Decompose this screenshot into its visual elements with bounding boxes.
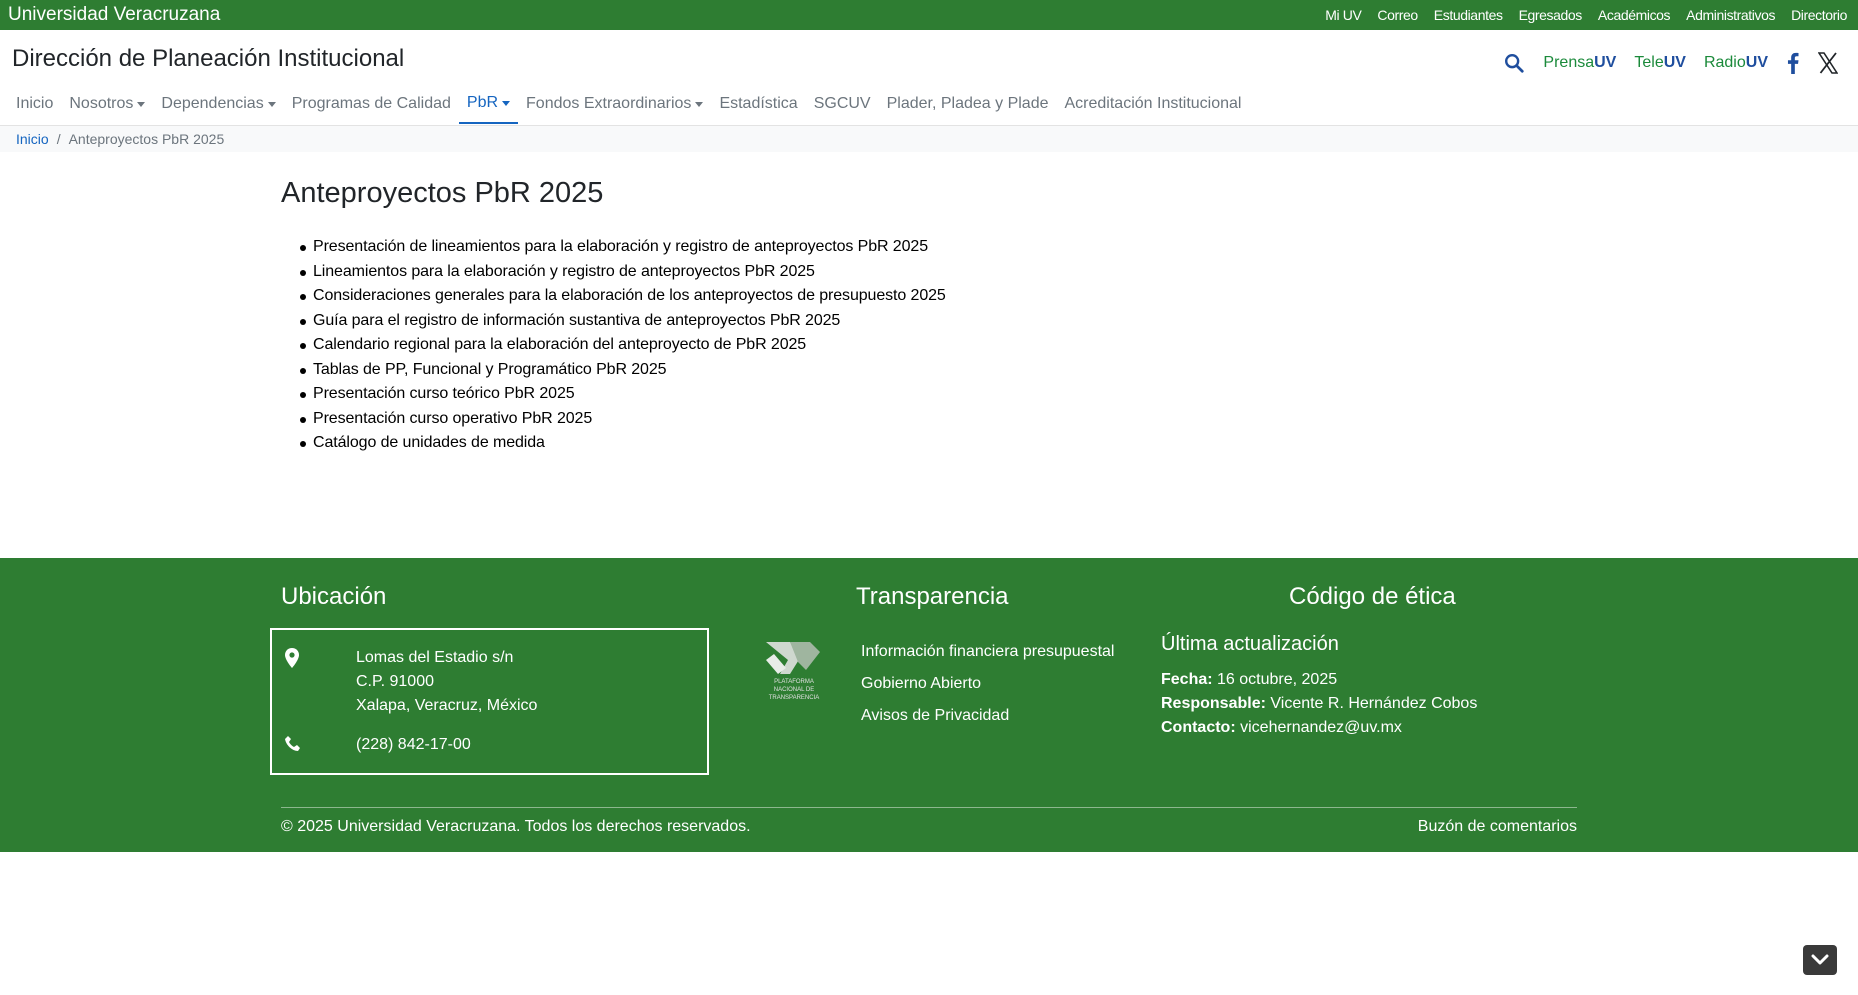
nav-label: Plader, Pladea y Plade: [886, 95, 1049, 112]
pnt-logo-text-line: NACIONAL DE: [773, 687, 815, 693]
footer-divider: [281, 807, 1577, 808]
location-box: [270, 628, 709, 775]
top-bar: [0, 0, 1858, 30]
nav-item-programas-de-calidad[interactable]: [284, 90, 459, 124]
document-link[interactable]: Consideraciones generales para la elaboración de los anteproyectos de presupuesto 2025: [281, 284, 946, 309]
footer-ubicacion-title: Ubicación: [281, 583, 387, 610]
prensa-uv-text: Prensa: [1543, 54, 1595, 71]
responsable-value: Vicente R. Hernández Cobos: [1270, 695, 1478, 712]
nav-label: Nosotros: [69, 95, 134, 112]
responsable-label: Responsable:: [1161, 695, 1266, 712]
top-link-academicos[interactable]: Académicos: [1597, 7, 1671, 23]
document-link[interactable]: Presentación curso teórico PbR 2025: [281, 382, 946, 407]
breadcrumb: [0, 126, 1858, 152]
document-list: [281, 235, 946, 456]
top-link-egresados[interactable]: Egresados: [1518, 7, 1582, 23]
fecha-value: 16 octubre, 2025: [1217, 671, 1338, 688]
breadcrumb-home-link[interactable]: Inicio: [16, 131, 49, 147]
x-icon[interactable]: [1818, 52, 1838, 74]
ultima-actualizacion-info: [1161, 668, 1477, 740]
nav-item-pbr[interactable]: [459, 90, 518, 124]
caret-down-icon: [137, 102, 145, 107]
link-informacion-financiera[interactable]: Información financiera presupuestal: [861, 643, 1115, 660]
caret-down-icon: [695, 102, 703, 107]
phone-icon: [284, 735, 302, 753]
caret-down-icon: [268, 102, 276, 107]
radio-uv-text: Radio: [1703, 54, 1746, 71]
top-link-correo[interactable]: Correo: [1377, 7, 1418, 23]
tele-uv-text: Tele: [1634, 54, 1664, 71]
main-nav: [8, 90, 1249, 124]
address-line: Lomas del Estadio s/n: [356, 649, 514, 666]
phone-number[interactable]: (228) 842-17-00: [356, 736, 471, 753]
pnt-logo-icon: [760, 640, 828, 676]
nav-item-dependencias[interactable]: [153, 90, 283, 124]
address: [356, 646, 537, 718]
top-links: [1325, 7, 1847, 23]
buzon-comentarios-link[interactable]: Buzón de comentarios: [1417, 818, 1577, 835]
facebook-icon[interactable]: [1786, 52, 1800, 74]
nav-item-inicio[interactable]: [8, 90, 61, 124]
scroll-down-button[interactable]: [1803, 945, 1837, 975]
document-link[interactable]: Guía para el registro de información sustantiva de anteproyectos PbR 2025: [281, 309, 946, 334]
top-link-mi-uv[interactable]: Mi UV: [1325, 7, 1362, 23]
ultima-actualizacion-title: Última actualización: [1161, 633, 1339, 655]
pnt-logo-text-line: TRANSPARENCIA: [768, 695, 820, 701]
nav-label: Dependencias: [161, 95, 264, 112]
nav-item-sgcuv[interactable]: [806, 90, 879, 124]
top-link-administrativos[interactable]: Administrativos: [1686, 7, 1776, 23]
nav-item-plader[interactable]: [879, 90, 1057, 124]
plataforma-nacional-transparencia-logo[interactable]: [760, 640, 828, 710]
footer-transparencia-title: Transparencia: [856, 583, 1009, 610]
prensa-uv-suffix: UV: [1594, 54, 1617, 71]
nav-label: Programas de Calidad: [291, 95, 451, 112]
map-pin-icon: [284, 648, 300, 668]
tele-uv-suffix: UV: [1663, 54, 1686, 71]
header-icons: [1503, 52, 1838, 74]
footer: [0, 558, 1858, 852]
radio-uv-suffix: UV: [1745, 54, 1768, 71]
document-link[interactable]: Tablas de PP, Funcional y Programático PbR 2025: [281, 358, 946, 383]
footer-codigo-etica-link[interactable]: Código de ética: [1289, 583, 1456, 610]
chevron-down-icon: [1811, 954, 1829, 966]
breadcrumb-current: Anteproyectos PbR 2025: [68, 131, 225, 147]
document-link[interactable]: Calendario regional para la elaboración del anteproyecto de PbR 2025: [281, 333, 946, 358]
top-link-estudiantes[interactable]: Estudiantes: [1433, 7, 1503, 23]
address-line: Xalapa, Veracruz, México: [356, 697, 538, 714]
breadcrumb-separator: /: [56, 131, 61, 147]
nav-label: SGCUV: [813, 95, 871, 112]
pnt-logo-text-line: PLATAFORMA: [774, 679, 814, 685]
page-title: Anteproyectos PbR 2025: [281, 177, 604, 209]
document-link[interactable]: Presentación curso operativo PbR 2025: [281, 407, 946, 432]
document-link[interactable]: Catálogo de unidades de medida: [281, 431, 946, 456]
caret-down-icon: [502, 101, 510, 106]
nav-item-nosotros[interactable]: [61, 90, 153, 124]
transparencia-links: [861, 636, 1114, 732]
nav-item-estadistica[interactable]: [711, 90, 805, 124]
document-link[interactable]: Lineamientos para la elaboración y registro de anteproyectos PbR 2025: [281, 260, 946, 285]
address-line: C.P. 91000: [356, 673, 434, 690]
university-brand-link[interactable]: Universidad Veracruzana: [8, 4, 221, 25]
search-icon[interactable]: [1503, 52, 1525, 74]
contacto-label: Contacto:: [1161, 719, 1236, 736]
nav-label: PbR: [466, 94, 499, 111]
nav-item-acreditacion[interactable]: [1057, 90, 1250, 124]
pnt-logo-text: [760, 678, 828, 702]
nav-item-fondos-extraordinarios[interactable]: [518, 90, 711, 124]
link-avisos-privacidad[interactable]: Avisos de Privacidad: [861, 707, 1010, 724]
nav-label: Fondos Extraordinarios: [526, 95, 692, 112]
radio-uv-link[interactable]: [1704, 54, 1768, 72]
nav-label: Inicio: [16, 95, 54, 112]
link-gobierno-abierto[interactable]: Gobierno Abierto: [861, 675, 982, 692]
top-link-directorio[interactable]: Directorio: [1791, 7, 1847, 23]
fecha-label: Fecha:: [1161, 671, 1213, 688]
copyright: © 2025 Universidad Veracruzana. Todos los derechos reservados.: [281, 818, 751, 835]
document-link[interactable]: Presentación de lineamientos para la elaboración y registro de anteproyectos PbR 2025: [281, 235, 946, 260]
tele-uv-link[interactable]: [1634, 54, 1686, 72]
nav-label: Acreditación Institucional: [1064, 95, 1242, 112]
nav-label: Estadística: [719, 95, 798, 112]
contacto-email-link[interactable]: vicehernandez@uv.mx: [1240, 719, 1402, 736]
site-title[interactable]: Dirección de Planeación Institucional: [12, 45, 405, 72]
prensa-uv-link[interactable]: [1543, 54, 1616, 72]
